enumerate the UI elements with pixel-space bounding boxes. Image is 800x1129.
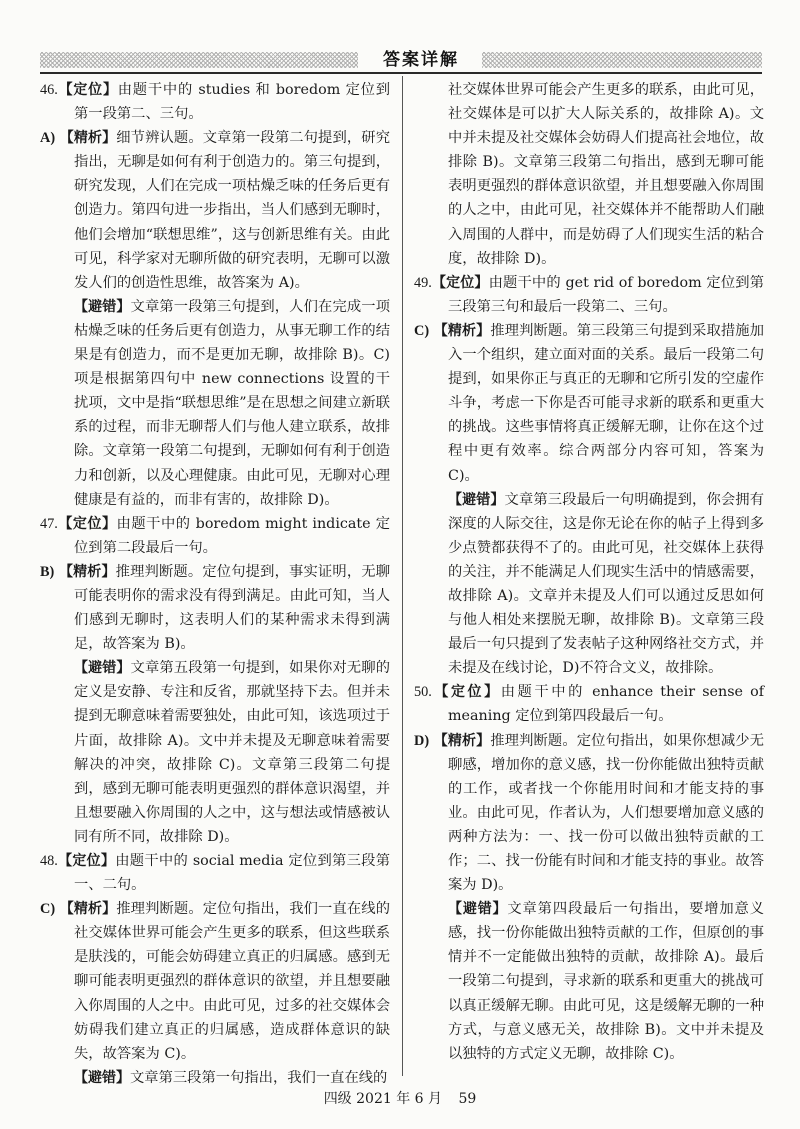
analysis-text: 细节辨认题。文章第一段第二句提到，研究指出，无聊是如何有利于创造力的。第三句提到，研究发现，人们在完成一项枯燥乏味的任务后更有创造力。第四句进一步指出，当人们感到无聊时，他们会增加“联想思维”，这与创新思维有关。由此可见，科学家对无聊所做的研究表明，无聊可以激发人们的创造性思维，故答案为 A)。 bbox=[74, 130, 391, 291]
answer-analysis bbox=[414, 729, 764, 898]
analysis-text: 推理判断题。定位句指出，如果你想减少无聊感，增加你的意义感，找一份你能做出独特贡献的工作，或者找一个你能用时间和才能支持的事业。由此可见，作者认为，人们想要增加意义感的两种方法为：一、找一份可以做出独特贡献的工作；二、找一份能有时间和才能支持的事业。故答案为 D)。 bbox=[448, 732, 765, 894]
question-locate bbox=[414, 680, 764, 728]
column-divider bbox=[402, 76, 403, 1076]
locate-text: 由题干中的 get rid of boredom 定位到第三段第三句和最后一段第二、三句。 bbox=[448, 274, 764, 315]
right-column bbox=[414, 78, 764, 1066]
analysis-tag: 【精析】 bbox=[59, 130, 117, 147]
answer-analysis bbox=[40, 897, 390, 1066]
analysis-text: 推理判断题。第三段第三句提到采取措施加入一个组织，建立面对面的关系。最后一段第二句提到，如果你正与真正的无聊和它所引发的空虚作斗争，考虑一下你是否可能寻求新的联系和更重大的挑战。这些事情将真正缓解无聊，让你在这个过程中更有效率。综合两部分内容可知，答案为 C)。 bbox=[448, 322, 765, 484]
question-number: 49. bbox=[414, 274, 432, 291]
answer-letter: C) bbox=[40, 901, 56, 918]
answer-letter: D) bbox=[414, 732, 430, 749]
avoid-tag: 【避错】 bbox=[74, 1069, 130, 1086]
question-number: 46. bbox=[40, 82, 58, 98]
locate-tag: 【定位】 bbox=[57, 82, 118, 98]
locate-tag: 【定位】 bbox=[431, 274, 489, 291]
avoid-tag: 【避错】 bbox=[74, 660, 131, 677]
answer-letter: B) bbox=[40, 563, 55, 580]
answer-analysis bbox=[40, 560, 390, 656]
question-number: 50. bbox=[414, 684, 432, 701]
locate-tag: 【定位】 bbox=[57, 515, 117, 532]
avoid-text: 文章第四段最后一句指出，要增加意义感，找一份你能做出独特贡献的工作，但原创的事情并不一定能做出独特的贡献，故排除 A)。最后一段第二句提到，寻求新的联系和更重大的挑战可以真正缓解无聊。由此可见，这是缓解无聊的一种方式，与意义感无关，故排除 B)。文中并未提及以独特的方式定义无聊，故排除 C)。 bbox=[448, 901, 764, 1062]
answer-letter: A) bbox=[40, 130, 56, 147]
question-locate bbox=[40, 512, 390, 560]
left-column bbox=[40, 78, 390, 1090]
locate-tag: 【定位】 bbox=[431, 684, 501, 701]
answer-analysis bbox=[414, 319, 764, 488]
avoid-text: 文章第三段第一句指出，我们一直在线的 bbox=[130, 1069, 388, 1086]
analysis-tag: 【精析】 bbox=[433, 322, 491, 339]
analysis-tag: 【精析】 bbox=[59, 901, 117, 918]
error-avoidance bbox=[40, 1066, 390, 1090]
locate-text: 由题干中的 studies 和 boredom 定位到第一段第二、三句。 bbox=[74, 82, 390, 123]
error-avoidance bbox=[414, 897, 764, 1066]
continued-text bbox=[414, 78, 764, 271]
question-locate bbox=[414, 271, 764, 319]
locate-text: 由题干中的 boredom might indicate 定位到第二段最后一句。 bbox=[74, 515, 391, 556]
avoid-text: 文章第一段第三句提到，人们在完成一项枯燥乏味的任务后更有创造力，从事无聊工作的结果是有创造力，而不是更加无聊，故排除 B)。C)项是根据第四句中 new connections 设置的干扰项，文中是指“联想思维”是在思想之间建立新联系的过程，而非无聊帮人们与他人建立联系，故排除。文章第一段第二句提到，无聊如何有利于创造力和创新，以及心理健康。由此可见，无聊对心理健康是有益的，而非有害的，故排除 D)。 bbox=[74, 298, 391, 508]
analysis-text: 推理判断题。定位句指出，我们一直在线的社交媒体世界可能会产生更多的联系，但这些联系是肤浅的，可能会妨碍建立真正的归属感。感到无聊可能表明更强烈的群体意识的欲望，并且想要融入你周围的人之中。由此可见，过多的社交媒体会妨碍我们建立真正的归属感，造成群体意识的缺失，故答案为 C)。 bbox=[74, 901, 391, 1062]
avoid-text: 文章第三段最后一句明确提到，你会拥有深度的人际交往，这是你无论在你的帖子上得到多少点赞都获得不了的。由此可见，社交媒体上获得的关注，并不能满足人们现实生活中的情感需要，故排除 A)。文章并未提及人们可以通过反思如何与他人相处来摆脱无聊，故排除 B)。文章第三段最后一句只提到了发表帖子这种网络社交方式，并未提及在线讨论，D)不符合文义，故排除。 bbox=[448, 491, 765, 677]
error-avoidance bbox=[40, 656, 390, 849]
question-number: 48. bbox=[40, 853, 58, 869]
page-number: 59 bbox=[458, 1091, 477, 1107]
footer-exam: 四级 2021 年 6 月 bbox=[323, 1091, 443, 1107]
avoid-tag: 【避错】 bbox=[448, 491, 505, 508]
avoid-tag: 【避错】 bbox=[448, 901, 508, 918]
page-header bbox=[40, 48, 762, 74]
question-locate bbox=[40, 78, 390, 126]
analysis-tag: 【精析】 bbox=[59, 563, 116, 580]
header-hatch-right bbox=[482, 52, 762, 68]
analysis-tag: 【精析】 bbox=[433, 732, 491, 749]
error-avoidance bbox=[414, 488, 764, 681]
locate-text: 由题干中的 social media 定位到第三段第一、二句。 bbox=[74, 853, 390, 894]
page-footer bbox=[0, 1088, 800, 1108]
answer-analysis bbox=[40, 126, 390, 295]
locate-text: 由题干中的 enhance their sense of meaning 定位到第四段最后一句。 bbox=[448, 684, 765, 725]
avoid-text: 文章第五段第一句提到，如果你对无聊的定义是安静、专注和反省，那就坚持下去。但并未提到无聊意味着需要独处，由此可知，该选项过于片面，故排除 A)。文中并未提及无聊意味着需要解决的冲突，故排除 C)。文章第三段第二句提到，感到无聊可能表明更强烈的群体意识渴望，并且想要融入你周围的人之中，这与想法或情感被认同有所不同，故排除 D)。 bbox=[74, 660, 391, 845]
question-number: 47. bbox=[40, 515, 58, 532]
locate-tag: 【定位】 bbox=[57, 853, 116, 869]
avoid-tag: 【避错】 bbox=[74, 298, 131, 315]
header-hatch-left bbox=[40, 52, 358, 68]
answer-letter: C) bbox=[414, 322, 430, 339]
error-avoidance bbox=[40, 295, 390, 512]
header-title: 答案详解 bbox=[383, 50, 459, 70]
analysis-text: 推理判断题。定位句提到，事实证明，无聊可能表明你的需求没有得到满足。由此可知，当人们感到无聊时，这表明人们的某种需求未得到满足，故答案为 B)。 bbox=[74, 563, 391, 653]
question-locate bbox=[40, 849, 390, 897]
continued-paragraph: 社交媒体世界可能会产生更多的联系，由此可见，社交媒体是可以扩大人际关系的，故排除 A)。文中并未提及社交媒体会妨碍人们提高社会地位，故排除 B)。文章第三段第二句指出，感到无聊可能表明更强烈的群体意识欲望，并且想要融入你周围的人之中，由此可见，社交媒体并不能帮助人们融入周围的人群中，而是妨碍了人们现实生活的粘合度，故排除 D)。 bbox=[448, 82, 764, 267]
